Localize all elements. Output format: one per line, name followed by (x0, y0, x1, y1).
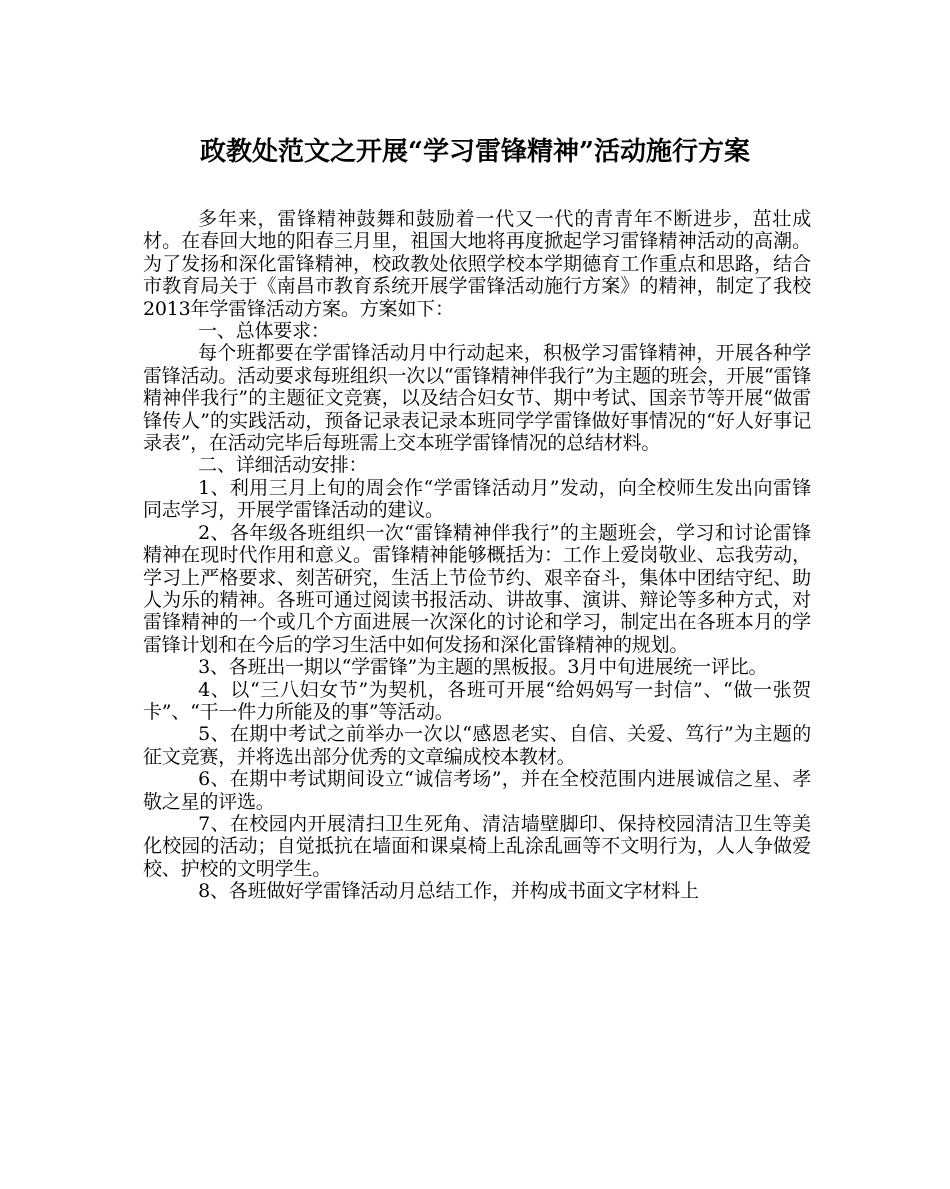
schedule-item-1: 1、利用三月上旬的周会作“学雷锋活动月”发动，向全校师生发出向雷锋同志学习，开展学雷锋活动的建议。 (143, 476, 811, 522)
document-body (143, 208, 811, 903)
schedule-item-8: 8、各班做好学雷锋活动月总结工作，并构成书面文字材料上 (198, 880, 699, 903)
schedule-item-7: 7、在校园内开展清扫卫生死角、清洁墙壁脚印、保持校园清洁卫生等美化校园的活动；自觉抵抗在墙面和课桌椅上乱涂乱画等不文明行为，人人争做爱校、护校的文明学生。 (143, 812, 811, 880)
general-requirements-paragraph: 每个班都要在学雷锋活动月中行动起来，积极学习雷锋精神，开展各种学雷锋活动。活动要求每班组织一次以“雷锋精神伴我行”为主题的班会，开展“雷锋精神伴我行”的主题征文竞赛，以及结合妇女节、期中考试、国亲节等开展“做雷锋传人”的实践活动，预备记录表记录本班同学学雷锋做好事情况的“好人好事记录表”，在活动完毕后每班需上交本班学雷锋情况的总结材料。 (143, 342, 811, 455)
document-title: 政教处范文之开展“学习雷锋精神”活动施行方案 (200, 137, 750, 167)
intro-paragraph: 多年来，雷锋精神鼓舞和鼓励着一代又一代的青青年不断进步，茁壮成材。在春回大地的阳春三月里，祖国大地将再度掀起学习雷锋精神活动的高潮。为了发扬和深化雷锋精神，校政教处依照学校本学期德育工作重点和思路，结合市教育局关于《南昌市教育系统开展学雷锋活动施行方案》的精神，制定了我校2013年学雷锋活动方案。方案如下： (143, 208, 811, 320)
schedule-item-4: 4、以“三八妇女节”为契机，各班可开展“给妈妈写一封信”、“做一张贺卡”、“干一件力所能及的事”等活动。 (143, 678, 811, 723)
section-heading-activity-schedule: 二、详细活动安排： (198, 454, 368, 477)
schedule-item-6: 6、在期中考试期间设立“诚信考场”，并在全校范围内进展诚信之星、孝敬之星的评选。 (143, 768, 811, 813)
schedule-item-5: 5、在期中考试之前举办一次以“感恩老实、自信、关爱、笃行”为主题的征文竞赛，并将选出部分优秀的文章编成校本教材。 (143, 723, 811, 768)
section-heading-general-requirements: 一、总体要求： (198, 320, 330, 343)
schedule-item-2: 2、各年级各班组织一次“雷锋精神伴我行”的主题班会，学习和讨论雷锋精神在现时代作用和意义。雷锋精神能够概括为：工作上爱岗敬业、忘我劳动，学习上严格要求、刻苦研究，生活上节俭节约、艰辛奋斗，集体中团结守纪、助人为乐的精神。各班可通过阅读书报活动、讲故事、演讲、辩论等多种方式，对雷锋精神的一个或几个方面进展一次深化的讨论和学习，制定出在各班本月的学雷锋计划和在今后的学习生活中如何发扬和深化雷锋精神的规划。 (143, 521, 811, 656)
schedule-item-3: 3、各班出一期以“学雷锋”为主题的黑板报。3月中旬进展统一评比。 (198, 656, 768, 679)
